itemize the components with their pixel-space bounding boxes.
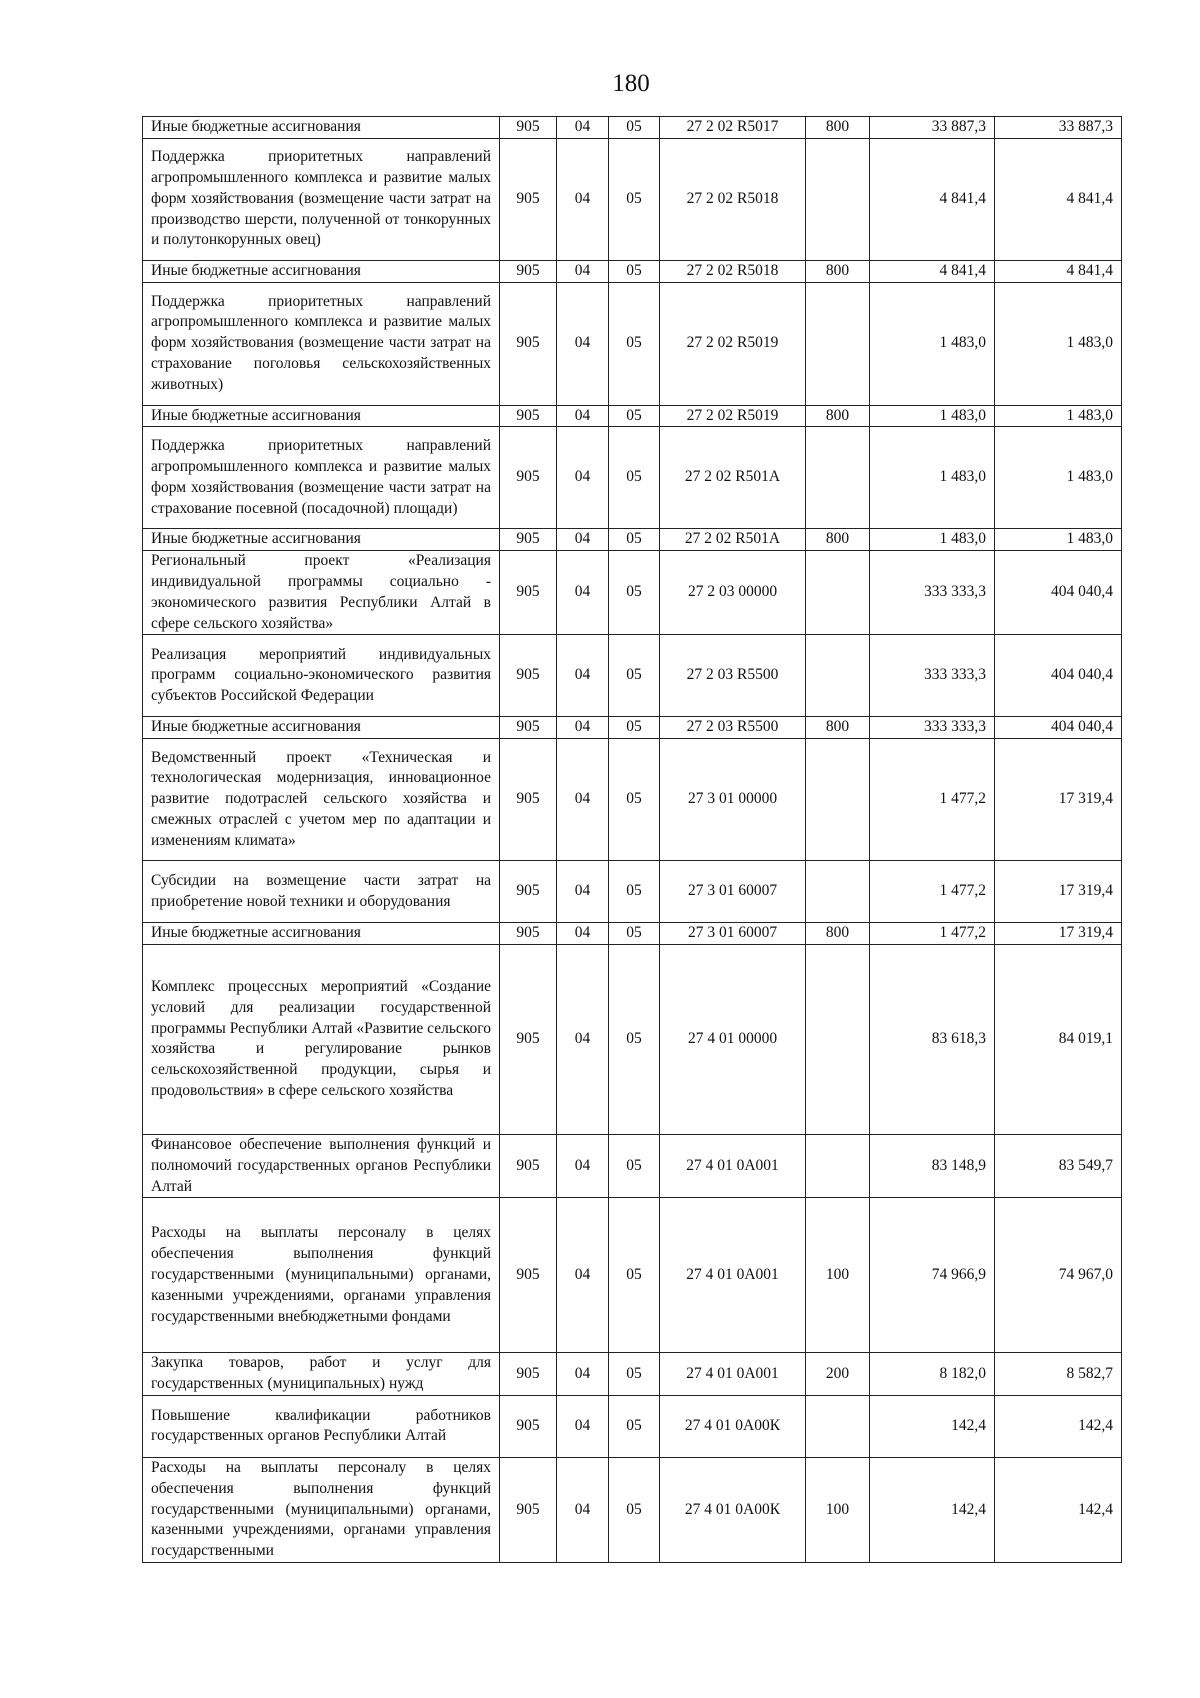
ministry-code: 905: [500, 260, 557, 282]
section-code: 04: [557, 529, 609, 551]
row-name: Поддержка приоритетных направлений агропромышленного комплекса и развитие малых форм хозяйствования (возмещение части затрат на страхование посевной (посадочной) площади): [143, 427, 500, 529]
table-row: [143, 861, 1122, 923]
table-row: [143, 427, 1122, 529]
amount-year-2: 4 841,4: [995, 260, 1122, 282]
row-name: Иные бюджетные ассигнования: [143, 117, 500, 139]
row-name: Ведомственный проект «Техническая и технологическая модернизация, инновационное развитие подотраслей сельского хозяйства и смежных отраслей с учетом мер по адаптации и изменениям климата»: [143, 739, 500, 861]
subsection-code: 05: [609, 1457, 660, 1562]
amount-year-2: 1 483,0: [995, 427, 1122, 529]
expense-type-code: 800: [806, 117, 870, 139]
section-code: 04: [557, 1134, 609, 1197]
target-article-code: 27 2 02 R5017: [660, 117, 806, 139]
amount-year-1: 33 887,3: [870, 117, 995, 139]
table-row: [143, 1134, 1122, 1197]
row-name: Финансовое обеспечение выполнения функций и полномочий государственных органов Республики Алтай: [143, 1134, 500, 1197]
ministry-code: 905: [500, 861, 557, 923]
subsection-code: 05: [609, 138, 660, 260]
row-name: Иные бюджетные ассигнования: [143, 923, 500, 945]
target-article-code: 27 4 01 0А00К: [660, 1457, 806, 1562]
row-name: Повышение квалификации работников государственных органов Республики Алтай: [143, 1395, 500, 1457]
amount-year-2: 1 483,0: [995, 529, 1122, 551]
subsection-code: 05: [609, 923, 660, 945]
section-code: 04: [557, 635, 609, 717]
table-row: [143, 529, 1122, 551]
target-article-code: 27 2 02 R5019: [660, 405, 806, 427]
subsection-code: 05: [609, 117, 660, 139]
subsection-code: 05: [609, 405, 660, 427]
row-name: Иные бюджетные ассигнования: [143, 529, 500, 551]
target-article-code: 27 3 01 00000: [660, 739, 806, 861]
amount-year-1: 1 483,0: [870, 405, 995, 427]
ministry-code: 905: [500, 529, 557, 551]
ministry-code: 905: [500, 1134, 557, 1197]
section-code: 04: [557, 739, 609, 861]
section-code: 04: [557, 923, 609, 945]
table-row: [143, 1353, 1122, 1396]
amount-year-2: 74 967,0: [995, 1198, 1122, 1353]
expense-type-code: 200: [806, 1353, 870, 1396]
section-code: 04: [557, 427, 609, 529]
expense-type-code: [806, 944, 870, 1134]
amount-year-1: 333 333,3: [870, 635, 995, 717]
expense-type-code: [806, 551, 870, 635]
section-code: 04: [557, 138, 609, 260]
row-name: Расходы на выплаты персоналу в целях обеспечения выполнения функций государственными (муниципальными) органами, казенными учреждениями, органами управления государственными: [143, 1457, 500, 1562]
table-row: [143, 1457, 1122, 1562]
subsection-code: 05: [609, 1353, 660, 1396]
amount-year-1: 1 483,0: [870, 529, 995, 551]
ministry-code: 905: [500, 138, 557, 260]
amount-year-1: 83 618,3: [870, 944, 995, 1134]
expense-type-code: 800: [806, 260, 870, 282]
expense-type-code: 800: [806, 405, 870, 427]
ministry-code: 905: [500, 944, 557, 1134]
row-name: Иные бюджетные ассигнования: [143, 405, 500, 427]
section-code: 04: [557, 1353, 609, 1396]
target-article-code: 27 3 01 60007: [660, 923, 806, 945]
ministry-code: 905: [500, 1457, 557, 1562]
target-article-code: 27 2 03 R5500: [660, 635, 806, 717]
ministry-code: 905: [500, 117, 557, 139]
target-article-code: 27 2 03 00000: [660, 551, 806, 635]
expense-type-code: [806, 1395, 870, 1457]
row-name: Региональный проект «Реализация индивидуальной программы социально - экономического развития Республики Алтай в сфере сельского хозяйства»: [143, 551, 500, 635]
expense-type-code: 800: [806, 529, 870, 551]
row-name: Комплекс процессных мероприятий «Создание условий для реализации государственной программы Республики Алтай «Развитие сельского хозяйства и регулирование рынков сельскохозяйственной продукции, сырья и продовольствия» в сфере сельского хозяйства: [143, 944, 500, 1134]
amount-year-2: 8 582,7: [995, 1353, 1122, 1396]
subsection-code: 05: [609, 1134, 660, 1197]
table-row: [143, 282, 1122, 405]
subsection-code: 05: [609, 529, 660, 551]
section-code: 04: [557, 1395, 609, 1457]
amount-year-2: 33 887,3: [995, 117, 1122, 139]
expense-type-code: [806, 1134, 870, 1197]
amount-year-2: 1 483,0: [995, 282, 1122, 405]
ministry-code: 905: [500, 717, 557, 739]
section-code: 04: [557, 1198, 609, 1353]
target-article-code: 27 3 01 60007: [660, 861, 806, 923]
section-code: 04: [557, 551, 609, 635]
amount-year-1: 1 483,0: [870, 427, 995, 529]
amount-year-1: 4 841,4: [870, 260, 995, 282]
subsection-code: 05: [609, 1395, 660, 1457]
ministry-code: 905: [500, 1353, 557, 1396]
subsection-code: 05: [609, 635, 660, 717]
target-article-code: 27 4 01 0А001: [660, 1134, 806, 1197]
amount-year-1: 1 483,0: [870, 282, 995, 405]
amount-year-2: 17 319,4: [995, 923, 1122, 945]
ministry-code: 905: [500, 427, 557, 529]
amount-year-2: 142,4: [995, 1395, 1122, 1457]
amount-year-2: 17 319,4: [995, 739, 1122, 861]
subsection-code: 05: [609, 427, 660, 529]
table-row: [143, 1198, 1122, 1353]
section-code: 04: [557, 405, 609, 427]
amount-year-1: 333 333,3: [870, 717, 995, 739]
target-article-code: 27 2 02 R501A: [660, 529, 806, 551]
row-name: Поддержка приоритетных направлений агропромышленного комплекса и развитие малых форм хозяйствования (возмещение части затрат на страхование поголовья сельскохозяйственных животных): [143, 282, 500, 405]
target-article-code: 27 2 02 R5018: [660, 260, 806, 282]
amount-year-2: 4 841,4: [995, 138, 1122, 260]
table-row: [143, 117, 1122, 139]
subsection-code: 05: [609, 1198, 660, 1353]
page-number: 180: [612, 70, 650, 97]
table-row: [143, 739, 1122, 861]
row-name: Поддержка приоритетных направлений агропромышленного комплекса и развитие малых форм хозяйствования (возмещение части затрат на производство шерсти, полученной от тонкорунных и полутонкорунных овец): [143, 138, 500, 260]
amount-year-2: 142,4: [995, 1457, 1122, 1562]
target-article-code: 27 2 03 R5500: [660, 717, 806, 739]
row-name: Закупка товаров, работ и услуг для государственных (муниципальных) нужд: [143, 1353, 500, 1396]
section-code: 04: [557, 282, 609, 405]
section-code: 04: [557, 944, 609, 1134]
subsection-code: 05: [609, 282, 660, 405]
expense-type-code: 800: [806, 923, 870, 945]
budget-table: [142, 116, 1122, 1563]
amount-year-1: 4 841,4: [870, 138, 995, 260]
row-name: Иные бюджетные ассигнования: [143, 260, 500, 282]
subsection-code: 05: [609, 739, 660, 861]
expense-type-code: 100: [806, 1457, 870, 1562]
target-article-code: 27 4 01 00000: [660, 944, 806, 1134]
target-article-code: 27 4 01 0А00К: [660, 1395, 806, 1457]
target-article-code: 27 4 01 0А001: [660, 1198, 806, 1353]
target-article-code: 27 4 01 0А001: [660, 1353, 806, 1396]
amount-year-1: 1 477,2: [870, 739, 995, 861]
ministry-code: 905: [500, 1198, 557, 1353]
amount-year-2: 84 019,1: [995, 944, 1122, 1134]
amount-year-1: 74 966,9: [870, 1198, 995, 1353]
target-article-code: 27 2 02 R501A: [660, 427, 806, 529]
row-name: Иные бюджетные ассигнования: [143, 717, 500, 739]
row-name: Субсидии на возмещение части затрат на приобретение новой техники и оборудования: [143, 861, 500, 923]
ministry-code: 905: [500, 1395, 557, 1457]
amount-year-1: 83 148,9: [870, 1134, 995, 1197]
budget-table-body: [143, 117, 1122, 1563]
section-code: 04: [557, 861, 609, 923]
table-row: [143, 260, 1122, 282]
table-row: [143, 551, 1122, 635]
amount-year-1: 333 333,3: [870, 551, 995, 635]
expense-type-code: 800: [806, 717, 870, 739]
amount-year-1: 1 477,2: [870, 923, 995, 945]
section-code: 04: [557, 117, 609, 139]
section-code: 04: [557, 260, 609, 282]
subsection-code: 05: [609, 944, 660, 1134]
ministry-code: 905: [500, 923, 557, 945]
amount-year-1: 142,4: [870, 1395, 995, 1457]
section-code: 04: [557, 1457, 609, 1562]
row-name: Расходы на выплаты персоналу в целях обеспечения выполнения функций государственными (муниципальными) органами, казенными учреждениями, органами управления государственными внебюджетными фондами: [143, 1198, 500, 1353]
ministry-code: 905: [500, 739, 557, 861]
table-row: [143, 138, 1122, 260]
table-row: [143, 635, 1122, 717]
amount-year-1: 142,4: [870, 1457, 995, 1562]
expense-type-code: [806, 138, 870, 260]
expense-type-code: 100: [806, 1198, 870, 1353]
target-article-code: 27 2 02 R5019: [660, 282, 806, 405]
subsection-code: 05: [609, 260, 660, 282]
ministry-code: 905: [500, 282, 557, 405]
expense-type-code: [806, 635, 870, 717]
table-row: [143, 717, 1122, 739]
ministry-code: 905: [500, 551, 557, 635]
amount-year-1: 8 182,0: [870, 1353, 995, 1396]
amount-year-2: 17 319,4: [995, 861, 1122, 923]
expense-type-code: [806, 427, 870, 529]
target-article-code: 27 2 02 R5018: [660, 138, 806, 260]
section-code: 04: [557, 717, 609, 739]
row-name: Реализация мероприятий индивидуальных программ социально-экономического развития субъектов Российской Федерации: [143, 635, 500, 717]
subsection-code: 05: [609, 717, 660, 739]
expense-type-code: [806, 282, 870, 405]
table-row: [143, 923, 1122, 945]
ministry-code: 905: [500, 635, 557, 717]
amount-year-2: 404 040,4: [995, 635, 1122, 717]
expense-type-code: [806, 739, 870, 861]
subsection-code: 05: [609, 551, 660, 635]
ministry-code: 905: [500, 405, 557, 427]
amount-year-2: 1 483,0: [995, 405, 1122, 427]
amount-year-2: 404 040,4: [995, 717, 1122, 739]
table-row: [143, 1395, 1122, 1457]
table-row: [143, 944, 1122, 1134]
amount-year-2: 83 549,7: [995, 1134, 1122, 1197]
amount-year-2: 404 040,4: [995, 551, 1122, 635]
table-row: [143, 405, 1122, 427]
expense-type-code: [806, 861, 870, 923]
subsection-code: 05: [609, 861, 660, 923]
amount-year-1: 1 477,2: [870, 861, 995, 923]
